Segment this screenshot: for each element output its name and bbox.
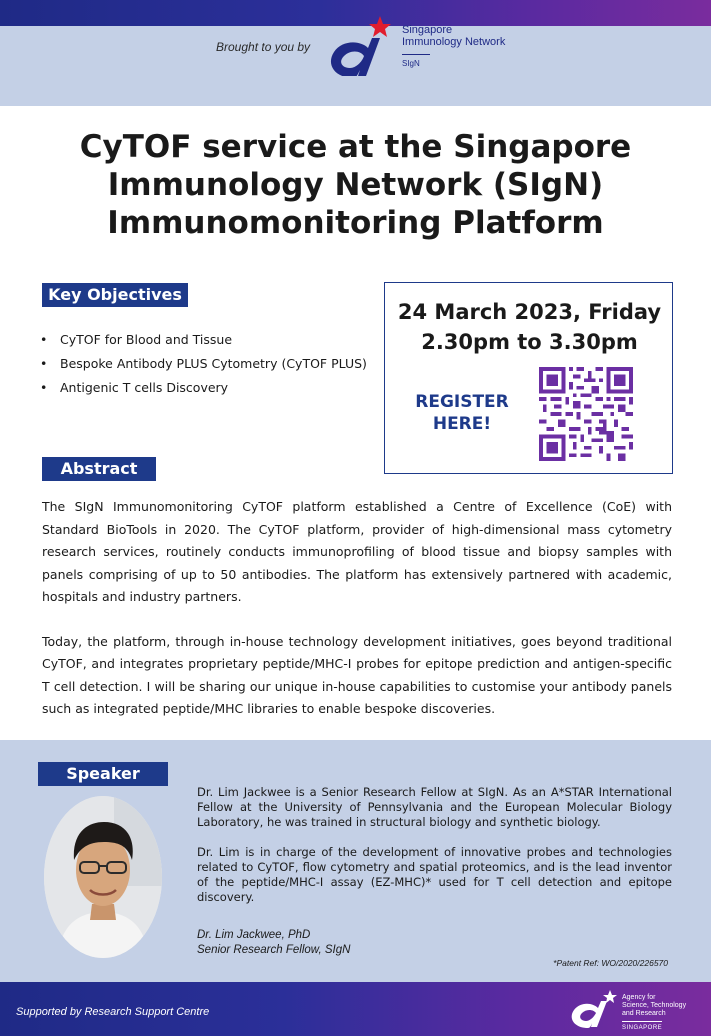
logo-line-1: Singapore <box>402 24 453 36</box>
astar-line-2: Science, Technology <box>622 1002 687 1009</box>
speaker-name: Dr. Lim Jackwee, PhD <box>197 929 311 941</box>
key-objectives-heading: Key Objectives <box>42 283 188 307</box>
logo-line-2: Immunology Network <box>402 36 506 48</box>
speaker-photo <box>44 796 162 958</box>
objective-item: • Antigenic T cells Discovery <box>40 376 380 400</box>
sign-logo-icon <box>318 10 398 76</box>
title-line-1: CyTOF service at the Singapore <box>79 129 632 165</box>
bio-paragraph: Dr. Lim Jackwee is a Senior Research Fellow at SIgN. As an A*STAR International Fellow at the University of Pennsylvania and the European Molecular Biology Laboratory, he was trained in structural biology and synthetic biology. <box>197 785 672 829</box>
bio-paragraph: Dr. Lim is in charge of the development of innovative probes and technologies related to CyTOF, flow cytometry and spatial proteomics, and is the lead inventor of the peptide/MHC-I assay (EZ-MHC)* used for T cell detection and epitope discovery. <box>197 845 672 904</box>
register-link[interactable] <box>407 391 517 435</box>
speaker-bio <box>197 785 672 905</box>
event-date: 24 March 2023, Friday <box>397 300 662 324</box>
logo-short: SIgN <box>402 54 430 70</box>
objective-item: • CyTOF for Blood and Tissue <box>40 328 380 352</box>
objectives-list <box>40 328 380 400</box>
sign-logo-text <box>402 24 505 70</box>
qr-code-icon[interactable] <box>539 367 633 461</box>
brought-to-you-by: Brought to you by <box>216 40 311 54</box>
footer-band <box>0 982 711 1036</box>
astar-line-1: Agency for <box>622 994 656 1001</box>
patent-reference: *Patent Ref: WO/2020/226570 <box>553 958 668 968</box>
abstract-paragraph: The SIgN Immunomonitoring CyTOF platform established a Centre of Excellence (CoE) with Standard BioTools in 2020. The CyTOF platform, provider of high-dimensional mass cytometry research services, routinely conducts immunoprofiling of blood tissue and biopsy samples with panels comprising of up to 50 antibodies. The platform has extensively partnered with academic, hospitals and industry partners. <box>42 499 672 604</box>
page-title <box>40 128 671 242</box>
speaker-heading: Speaker <box>38 762 168 786</box>
event-time: 2.30pm to 3.30pm <box>421 330 638 354</box>
astar-country: SINGAPORE <box>622 1021 662 1032</box>
astar-line-3: and Research <box>622 1010 666 1017</box>
title-line-2: Immunology Network (SIgN) <box>107 167 604 203</box>
speaker-portrait-illustration <box>44 796 162 958</box>
abstract-paragraph: Today, the platform, through in-house technology development initiatives, goes beyond traditional CyTOF, and integrates proprietary peptide/MHC-I probes for epitope prediction and antigen-specific T cell detection. I will be sharing our unique in-house capabilities to customise your antibody panels such as integrated peptide/MHC libraries to enable bespoke discoveries. <box>42 633 672 716</box>
event-box <box>384 282 673 474</box>
astar-logo-text <box>622 994 706 1032</box>
speaker-role: Senior Research Fellow, SIgN <box>197 944 351 956</box>
title-line-3: Immunomonitoring Platform <box>107 205 604 241</box>
register-line-2: HERE! <box>432 414 492 434</box>
abstract-body <box>42 496 672 721</box>
register-line-1: REGISTER <box>415 392 509 412</box>
objective-item: • Bespoke Antibody PLUS Cytometry (CyTOF PLUS) <box>40 352 380 376</box>
abstract-heading: Abstract <box>42 457 156 481</box>
supported-by: Supported by Research Support Centre <box>16 1006 210 1018</box>
astar-logo-icon <box>566 988 620 1032</box>
